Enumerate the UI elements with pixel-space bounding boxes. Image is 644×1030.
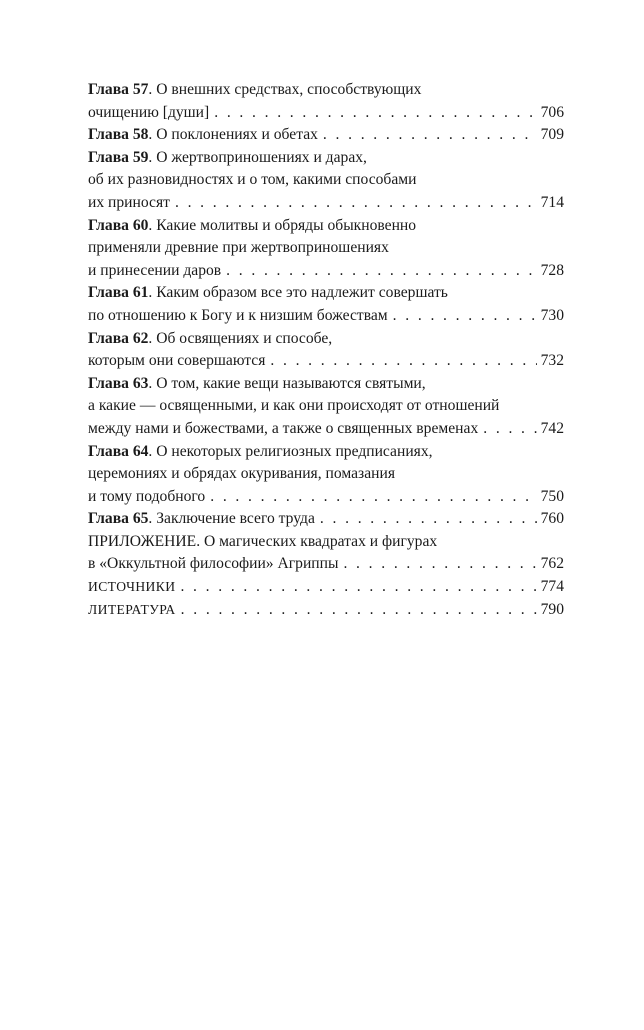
chapter-number: Глава 60 bbox=[88, 216, 149, 234]
dot-leader bbox=[210, 486, 536, 509]
toc-entry-literature bbox=[88, 599, 564, 622]
entry-line: Глава 59. О жертвоприношениях и дарах, bbox=[88, 148, 367, 166]
entry-title: по отношению к Богу и к низшим божествам bbox=[88, 306, 388, 324]
appendix-line: ПРИЛОЖЕНИЕ. О магических квадратах и фигурах bbox=[88, 532, 438, 550]
page-number: 750 bbox=[540, 487, 564, 505]
entry-line: Глава 61. Каким образом все это надлежит совершать bbox=[88, 284, 448, 302]
entry-last-line bbox=[88, 124, 564, 147]
entry-title: О некоторых религиозных предписаниях, bbox=[156, 442, 433, 460]
page-number: 742 bbox=[540, 419, 564, 437]
entry-title: которым они совершаются bbox=[88, 352, 266, 370]
table-of-contents bbox=[88, 79, 564, 621]
entry-title: очищению [души] bbox=[88, 103, 210, 121]
chapter-number: Глава 62 bbox=[88, 329, 149, 347]
entry-title: между нами и божествами, а также о священных временах bbox=[88, 419, 479, 437]
entry-line: Глава 62. Об освящениях и способе, bbox=[88, 329, 333, 347]
dot-leader bbox=[214, 102, 536, 125]
appendix-title: в «Оккультной философии» Агриппы bbox=[88, 555, 339, 573]
entry-title: и принесении даров bbox=[88, 261, 222, 279]
chapter-number: Глава 65 bbox=[88, 510, 149, 528]
entry-text bbox=[88, 599, 176, 622]
dot-leader bbox=[483, 418, 536, 441]
dot-leader bbox=[320, 508, 537, 531]
entry-last-line bbox=[88, 508, 564, 531]
entry-last-line bbox=[88, 486, 564, 509]
entry-line: Глава 60. Какие молитвы и обряды обыкновенно bbox=[88, 216, 417, 234]
entry-last-line bbox=[88, 418, 564, 441]
appendix-last-line bbox=[88, 553, 564, 576]
toc-entry bbox=[88, 215, 564, 283]
entry-line: Глава 63. О том, какие вещи называются святыми, bbox=[88, 374, 426, 392]
page-number: 760 bbox=[540, 510, 564, 528]
entry-title: О внешних средствах, способствующих bbox=[156, 81, 422, 98]
literature-label: ЛИТЕРАТУРА bbox=[88, 601, 176, 617]
entry-line: об их разновидностях и о том, какими способами bbox=[88, 171, 417, 189]
toc-entry bbox=[88, 441, 564, 509]
entry-title: О жертвоприношениях и дарах, bbox=[156, 148, 367, 166]
page-number: 762 bbox=[540, 555, 564, 573]
toc-entry-appendix bbox=[88, 531, 564, 576]
dot-leader bbox=[323, 124, 537, 147]
entry-title: О поклонениях и обетах bbox=[156, 126, 318, 144]
entry-text bbox=[88, 418, 478, 441]
chapter-number: Глава 58 bbox=[88, 126, 149, 144]
toc-entry bbox=[88, 508, 564, 531]
toc-entry bbox=[88, 79, 564, 124]
toc-entry bbox=[88, 282, 564, 327]
page-number: 774 bbox=[540, 578, 564, 596]
page-number: 732 bbox=[540, 352, 564, 370]
page-number: 790 bbox=[540, 600, 564, 618]
entry-text bbox=[88, 350, 265, 373]
entry-line: Глава 64. О некоторых религиозных предписаниях, bbox=[88, 442, 433, 460]
toc-entry-sources bbox=[88, 576, 564, 599]
entry-text bbox=[88, 102, 209, 125]
entry-text bbox=[88, 305, 388, 328]
entry-last-line bbox=[88, 350, 564, 373]
dot-leader bbox=[175, 192, 537, 215]
dot-leader bbox=[226, 260, 536, 283]
chapter-number: Глава 59 bbox=[88, 148, 149, 166]
entry-text bbox=[88, 260, 221, 283]
entry-text bbox=[88, 486, 205, 509]
toc-entry bbox=[88, 124, 564, 147]
page-number: 714 bbox=[540, 193, 564, 211]
entry-text bbox=[88, 192, 170, 215]
entry-text: Глава 65. Заключение всего труда bbox=[88, 510, 315, 528]
toc-entry bbox=[88, 147, 564, 215]
literature-line bbox=[88, 599, 564, 622]
dot-leader bbox=[393, 305, 537, 328]
entry-last-line bbox=[88, 260, 564, 283]
chapter-number: Глава 61 bbox=[88, 284, 149, 302]
page-number: 706 bbox=[540, 103, 564, 121]
entry-last-line bbox=[88, 305, 564, 328]
entry-text bbox=[88, 553, 338, 576]
entry-line: Глава 57. О внешних средствах, способствующих bbox=[88, 81, 422, 98]
dot-leader bbox=[181, 599, 537, 622]
entry-title: Об освящениях и способе, bbox=[156, 329, 333, 347]
sources-line bbox=[88, 576, 564, 599]
toc-entry bbox=[88, 328, 564, 373]
chapter-number: Глава 64 bbox=[88, 442, 149, 460]
entry-last-line bbox=[88, 192, 564, 215]
dot-leader bbox=[180, 576, 536, 599]
entry-last-line bbox=[88, 102, 564, 125]
entry-line: церемониях и обрядах окуривания, помазания bbox=[88, 465, 396, 483]
page-number: 728 bbox=[540, 261, 564, 279]
sources-label: ИСТОЧНИКИ bbox=[88, 579, 176, 595]
page-number: 730 bbox=[540, 306, 564, 324]
entry-title: и тому подобного bbox=[88, 487, 206, 505]
entry-title: О том, какие вещи называются святыми, bbox=[156, 374, 426, 392]
entry-line: применяли древние при жертвоприношениях bbox=[88, 239, 389, 257]
entry-line: а какие — освященными, и как они происходят от отношений bbox=[88, 397, 500, 415]
entry-text bbox=[88, 576, 175, 599]
entry-title: Какие молитвы и обряды обыкновенно bbox=[156, 216, 417, 234]
dot-leader bbox=[270, 350, 536, 373]
entry-title: их приносят bbox=[88, 193, 170, 211]
toc-entry bbox=[88, 373, 564, 441]
chapter-number: Глава 63 bbox=[88, 374, 149, 392]
entry-title: Заключение всего труда bbox=[156, 510, 315, 528]
entry-title: Каким образом все это надлежит совершать bbox=[156, 284, 448, 302]
page-number: 709 bbox=[540, 126, 564, 144]
entry-text: Глава 58. О поклонениях и обетах bbox=[88, 126, 318, 144]
chapter-number: Глава 57 bbox=[88, 81, 149, 98]
dot-leader bbox=[343, 553, 536, 576]
